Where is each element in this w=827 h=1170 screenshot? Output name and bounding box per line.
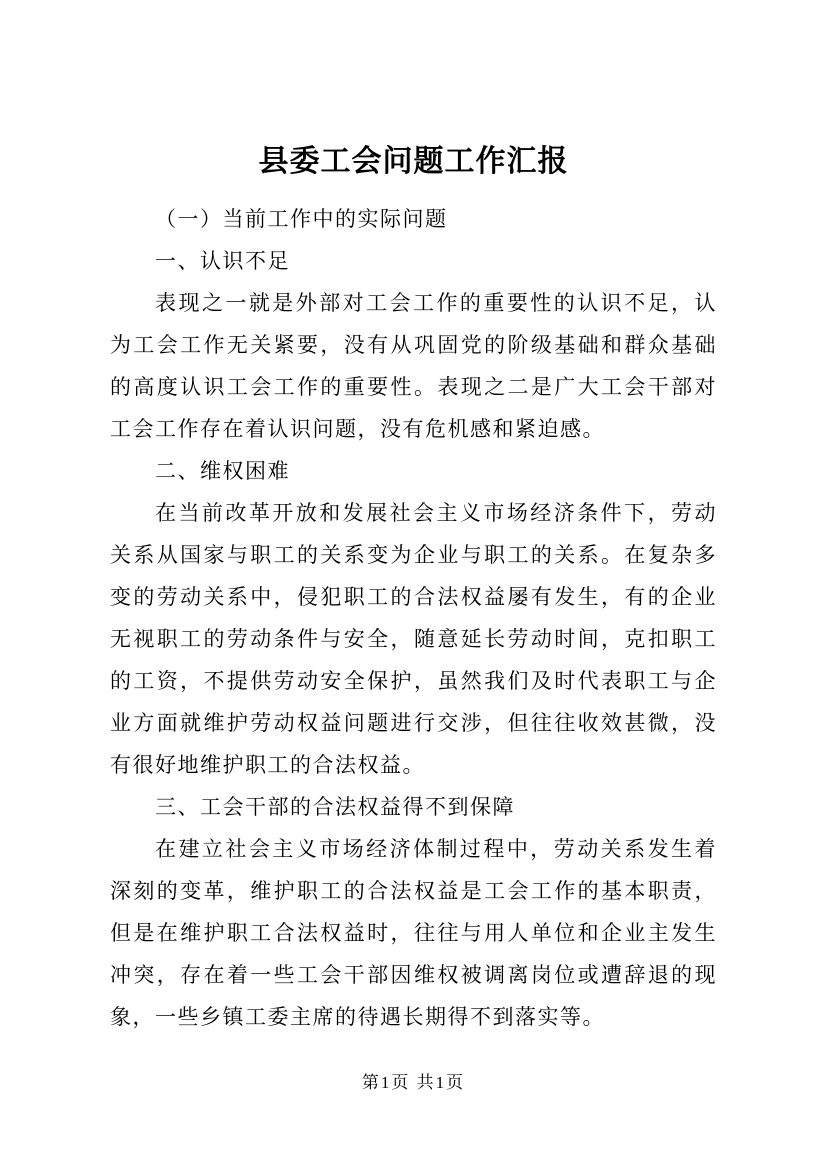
paragraph-3: 在建立社会主义市场经济体制过程中，劳动关系发生着深刻的变革，维护职工的合法权益是工会工作的基本职责，但是在维护职工合法权益时，往往与用人单位和企业主发生冲突，存在着一些工会干部因维权被调离岗位或遭辞退的现象，一些乡镇工委主席的待遇长期得不到落实等。: [110, 837, 717, 1029]
document-title: 县委工会问题工作汇报: [258, 145, 569, 178]
paragraph-1: 表现之一就是外部对工会工作的重要性的认识不足，认为工会工作无关紧要，没有从巩固党的阶级基础和群众基础的高度认识工会工作的重要性。表现之二是广大工会干部对工会工作存在着认识问题，没有危机感和紧迫感。: [110, 291, 717, 441]
section-heading-2: 二、维权困难: [155, 459, 290, 483]
section-subheading: （一）当前工作中的实际问题: [155, 207, 448, 231]
document-content: [110, 138, 717, 1038]
section-heading-1: 一、认识不足: [155, 249, 290, 273]
page-number-indicator: 第1页 共1页: [361, 1073, 466, 1092]
paragraph-2: 在当前改革开放和发展社会主义市场经济条件下，劳动关系从国家与职工的关系变为企业与职工的关系。在复杂多变的劳动关系中，侵犯职工的合法权益屡有发生，有的企业无视职工的劳动条件与安全，随意延长劳动时间，克扣职工的工资，不提供劳动安全保护，虽然我们及时代表职工与企业方面就维护劳动权益问题进行交涉，但往往收效甚微，没有很好地维护职工的合法权益。: [110, 501, 717, 777]
section-heading-3: 三、工会干部的合法权益得不到保障: [155, 795, 515, 819]
